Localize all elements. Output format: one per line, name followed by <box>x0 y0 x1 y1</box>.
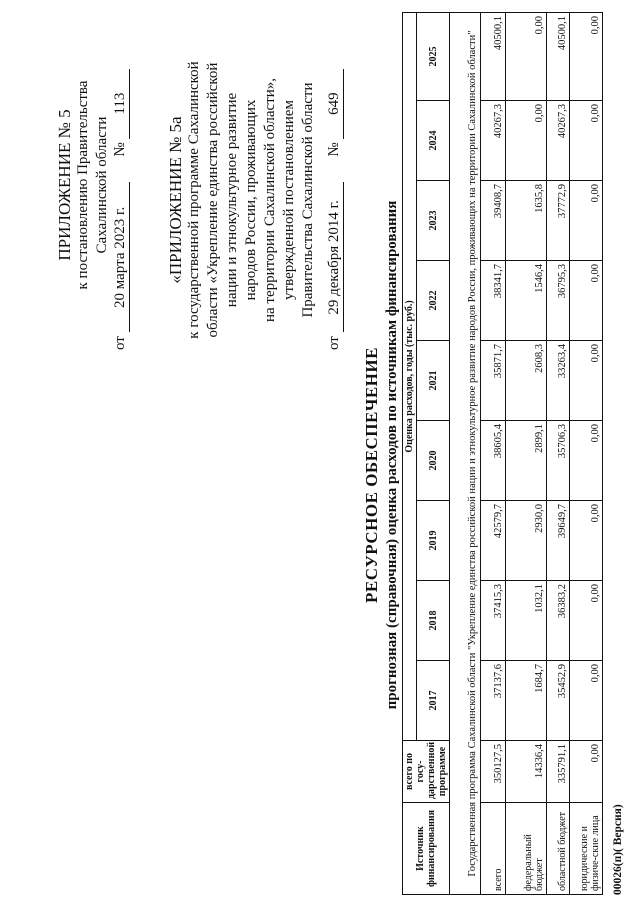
row-value: 36383,2 <box>547 581 570 661</box>
row-value: 37137,6 <box>481 661 506 741</box>
row-value: 0,00 <box>570 501 603 581</box>
annex-line-5: утвержденной постановлением <box>281 100 297 300</box>
row-value: 40500,1 <box>481 12 506 100</box>
row-label: всего <box>481 803 506 895</box>
appendix-date: 20 марта 2023 г. <box>112 182 130 332</box>
row-total: 14336,4 <box>506 741 547 803</box>
header-year: 2020 <box>417 421 450 501</box>
row-value: 37415,3 <box>481 581 506 661</box>
row-value: 40267,3 <box>547 101 570 181</box>
header-year: 2025 <box>417 12 450 100</box>
row-value: 1546,4 <box>506 261 547 341</box>
row-value: 42579,7 <box>481 501 506 581</box>
annex-line-2: нации и этнокультурное развитие <box>224 92 240 308</box>
appendix-line2: Сахалинской области <box>94 116 110 254</box>
table-row <box>481 12 506 894</box>
row-value: 0,00 <box>570 181 603 261</box>
appendix-line1: к постановлению Правительства <box>75 80 91 290</box>
row-value: 39649,7 <box>547 501 570 581</box>
row-value: 38605,4 <box>481 421 506 501</box>
annex-line-4: на территории Сахалинской области», <box>262 78 278 322</box>
annex-line-1: области «Укрепление единства российской <box>205 62 221 338</box>
row-value: 1684,7 <box>506 661 547 741</box>
row-value: 0,00 <box>570 661 603 741</box>
row-value: 1635,8 <box>506 181 547 261</box>
row-total: 335791,1 <box>547 741 570 803</box>
row-label: областной бюджет <box>547 803 570 895</box>
table-row <box>570 12 603 894</box>
header-year: 2018 <box>417 581 450 661</box>
annex-block <box>166 35 318 365</box>
appendix-no-label: № <box>112 142 128 157</box>
row-total: 0,00 <box>570 741 603 803</box>
row-value: 33263,4 <box>547 341 570 421</box>
row-value: 0,00 <box>570 12 603 100</box>
header-total: всего по госу-дарственной программе <box>403 741 450 803</box>
financing-table <box>402 12 603 895</box>
appendix-title: ПРИЛОЖЕНИЕ № 5 <box>55 109 74 261</box>
appendix-block <box>55 35 112 335</box>
footer-version: 00026(п)( Версия) <box>612 804 624 895</box>
header-year: 2022 <box>417 261 450 341</box>
row-value: 40500,1 <box>547 12 570 100</box>
row-value: 0,00 <box>570 581 603 661</box>
program-row <box>450 12 481 894</box>
appendix-signature-row <box>112 10 130 350</box>
appendix-number: 113 <box>112 69 130 139</box>
row-value: 38341,7 <box>481 261 506 341</box>
row-value: 0,00 <box>570 101 603 181</box>
annex-title: «ПРИЛОЖЕНИЕ № 5а <box>166 116 185 284</box>
row-value: 2608,3 <box>506 341 547 421</box>
row-value: 40267,3 <box>481 101 506 181</box>
annex-date: 29 декабря 2014 г. <box>326 182 344 332</box>
program-name: Государственная программа Сахалинской области "Укрепление единства российской нации и этнокультурное развитие народов России, проживающих на территории Сахалинской области" <box>450 12 481 894</box>
document-subtitle: прогнозная (справочная) оценка расходов по источникам финансирования <box>384 200 400 710</box>
row-value: 0,00 <box>506 101 547 181</box>
header-year: 2023 <box>417 181 450 261</box>
row-label: юридические и физиче-ские лица <box>570 803 603 895</box>
row-value: 0,00 <box>570 261 603 341</box>
header-year: 2017 <box>417 661 450 741</box>
table-row <box>547 12 570 894</box>
annex-line-0: к государственной программе Сахалинской <box>186 61 202 339</box>
row-value: 1032,1 <box>506 581 547 661</box>
annex-signature-row <box>326 10 344 350</box>
row-value: 37772,9 <box>547 181 570 261</box>
annex-from-label: от <box>326 336 342 350</box>
header-year: 2021 <box>417 341 450 421</box>
row-value: 2899,1 <box>506 421 547 501</box>
row-value: 36795,3 <box>547 261 570 341</box>
row-value: 0,00 <box>570 421 603 501</box>
row-total: 350127,5 <box>481 741 506 803</box>
annex-line-3: народов России, проживающих <box>243 99 259 301</box>
row-value: 2930,0 <box>506 501 547 581</box>
row-label: федеральный бюджет <box>506 803 547 895</box>
header-estimate: Оценка расходов, годы (тыс. руб.) <box>403 12 417 740</box>
row-value: 35452,9 <box>547 661 570 741</box>
header-year: 2019 <box>417 501 450 581</box>
table-row <box>506 12 547 894</box>
annex-number: 649 <box>326 69 344 139</box>
appendix-from-label: от <box>112 336 128 350</box>
header-year: 2024 <box>417 101 450 181</box>
row-value: 39408,7 <box>481 181 506 261</box>
document-title: РЕСУРСНОЕ ОБЕСПЕЧЕНИЕ <box>362 347 381 603</box>
header-source: Источник финансирования <box>403 803 450 895</box>
annex-line-6: Правительства Сахалинской области <box>300 82 316 318</box>
annex-no-label: № <box>326 142 342 157</box>
row-value: 35871,7 <box>481 341 506 421</box>
row-value: 35706,3 <box>547 421 570 501</box>
row-value: 0,00 <box>570 341 603 421</box>
row-value: 0,00 <box>506 12 547 100</box>
table-header-row-1 <box>403 12 417 894</box>
